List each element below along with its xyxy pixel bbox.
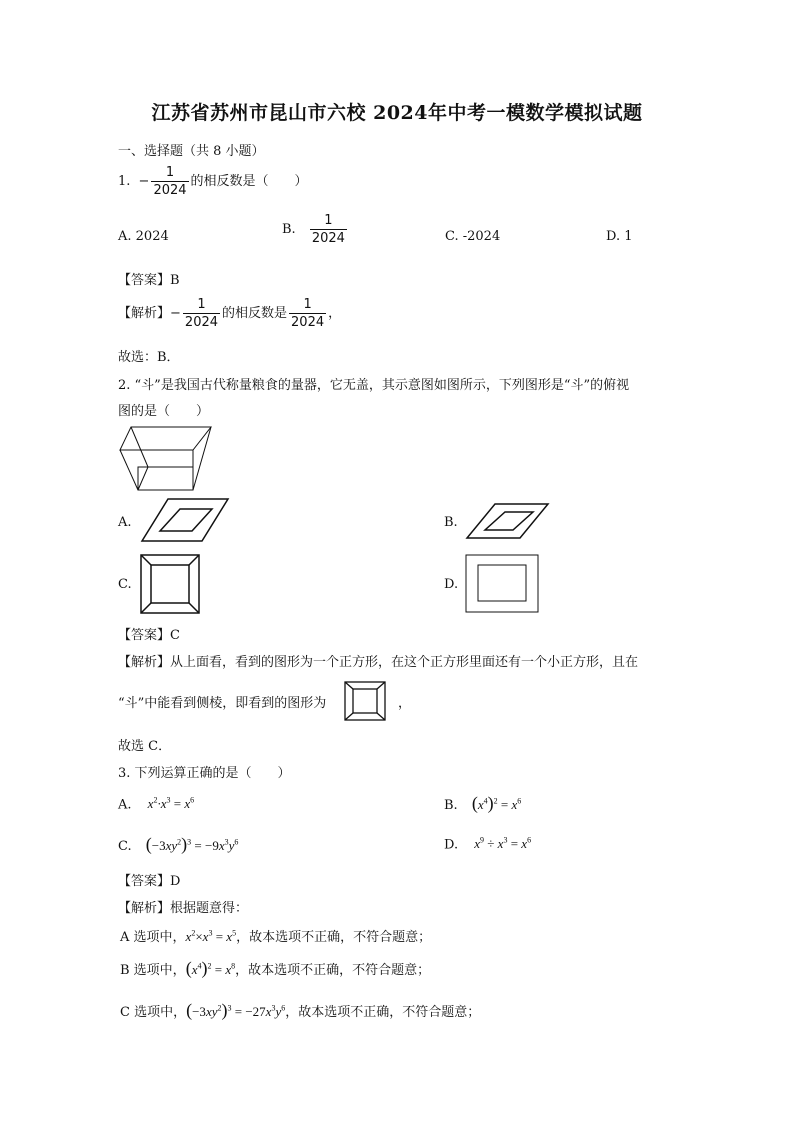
- q1-analysis-num1: 1: [197, 297, 206, 312]
- q1-analysis-num2: 1: [303, 297, 312, 312]
- q1-analysis-text: 的相反数是: [222, 306, 288, 321]
- q3-line-a-expr: $x^2\times x^3 = x^5$: [185, 928, 237, 944]
- q3-text: 3. 下列运算正确的是（ ）: [118, 766, 291, 781]
- q2-option-b-figure: [465, 502, 550, 540]
- q3-option-b-expr: $(x^4)^2 = x^6$: [471, 793, 522, 813]
- q3-option-a-expr: $x^2\cdot x^3 = x^6$: [147, 796, 195, 812]
- q3-line-b-post: ，故本选项不正确，不符合题意；: [235, 963, 431, 978]
- q1-text: 的相反数是（ ）: [190, 174, 308, 189]
- q3-answer: 【答案】D: [118, 874, 181, 889]
- section-heading: 一、选择题（共 8 小题）: [118, 144, 265, 159]
- q2-option-c-figure: [140, 554, 200, 614]
- q2-text-line2: 图的是（ ）: [118, 404, 210, 419]
- q2-option-a-figure: [140, 497, 230, 543]
- q3-analysis: 【解析】根据题意得：: [118, 901, 249, 916]
- q1-number: 1.: [118, 174, 131, 189]
- q3-option-a-label: A.: [118, 797, 132, 813]
- q2-analysis-end: ，: [398, 696, 412, 711]
- q1-option-b-fraction: [310, 214, 347, 245]
- q3-option-b: [444, 793, 521, 814]
- q3-line-b-expr: $(x^4)^2 = x^8$: [185, 958, 236, 978]
- page-title: 江苏省苏州市昆山市六校 2024年中考一模数学模拟试题: [151, 102, 643, 124]
- q3-line-a-pre: A 选项中，: [120, 930, 186, 945]
- q1-analysis-den1: 2024: [184, 315, 219, 330]
- q1-analysis: [118, 298, 341, 329]
- q2-answer: 【答案】C: [118, 628, 180, 643]
- q1-frac-numerator: 1: [165, 165, 175, 180]
- q2-text-line1: 2. “斗”是我国古代称量粮食的量器，它无盖，其示意图如图所示，下列图形是“斗”的俯视: [118, 378, 630, 393]
- q1-conclusion: 故选：B．: [118, 350, 180, 365]
- q1-option-b-label: B.: [282, 222, 296, 237]
- question-1: [118, 166, 308, 197]
- q1-analysis-frac1: [183, 298, 220, 329]
- q1-analysis-frac2: [289, 298, 326, 329]
- q2-analysis-line2: “斗”中能看到侧棱，即看到的图形为: [118, 696, 327, 711]
- q1-analysis-end: ，: [328, 306, 342, 321]
- q2-conclusion: 故选 C．: [118, 739, 172, 754]
- q1-minus: −: [138, 174, 150, 189]
- q3-line-a-post: ，故本选项不正确，不符合题意；: [236, 930, 432, 945]
- q2-option-b-label: B.: [444, 515, 458, 530]
- q3-option-c: [118, 834, 238, 855]
- q1-option-d: D. 1: [606, 229, 633, 244]
- dou-figure: [118, 425, 214, 493]
- q1-option-b-num: 1: [324, 213, 333, 228]
- q3-line-c-post: ，故本选项不正确，不符合题意；: [285, 1005, 481, 1020]
- q3-line-b-pre: B 选项中，: [120, 963, 186, 978]
- q3-option-c-label: C.: [118, 839, 132, 854]
- q3-line-c-pre: C 选项中，: [120, 1005, 187, 1020]
- q2-option-d-label: D.: [444, 577, 459, 592]
- q3-option-b-label: B.: [444, 798, 458, 813]
- q1-answer: 【答案】B: [118, 273, 180, 288]
- q3-option-a: [118, 796, 194, 812]
- q1-fraction: [151, 166, 188, 197]
- q1-option-a: A. 2024: [118, 229, 169, 244]
- q3-analysis-line-c: [120, 1000, 480, 1021]
- q3-line-c-expr: $(-3xy^2)^3 = -27x^3y^6$: [186, 1000, 286, 1020]
- q2-option-d-figure: [465, 554, 540, 614]
- q3-option-d-label: D.: [444, 837, 459, 853]
- q1-analysis-minus: −: [170, 306, 181, 321]
- q3-option-c-expr: $(-3xy^2)^3 = -9x^3y^6$: [145, 834, 239, 854]
- q1-analysis-label: 【解析】: [118, 306, 171, 321]
- q1-option-c: C. -2024: [445, 229, 501, 244]
- q2-analysis-line1: 【解析】从上面看，看到的图形为一个正方形，在这个正方形里面还有一个小正方形，且在: [118, 655, 639, 670]
- q1-frac-denominator: 2024: [153, 183, 187, 198]
- q1-analysis-den2: 2024: [291, 315, 325, 330]
- q1-option-b: [282, 214, 349, 245]
- q1-option-b-den: 2024: [311, 231, 345, 246]
- q2-analysis-figure: [344, 681, 386, 721]
- q3-analysis-line-a: [120, 926, 431, 945]
- q3-analysis-line-b: [120, 958, 430, 979]
- q3-option-d-expr: $x^9 \div x^3 = x^6$: [474, 836, 532, 852]
- q3-option-d: [444, 836, 531, 852]
- q2-option-a-label: A.: [118, 515, 132, 530]
- q2-option-c-label: C.: [118, 577, 132, 592]
